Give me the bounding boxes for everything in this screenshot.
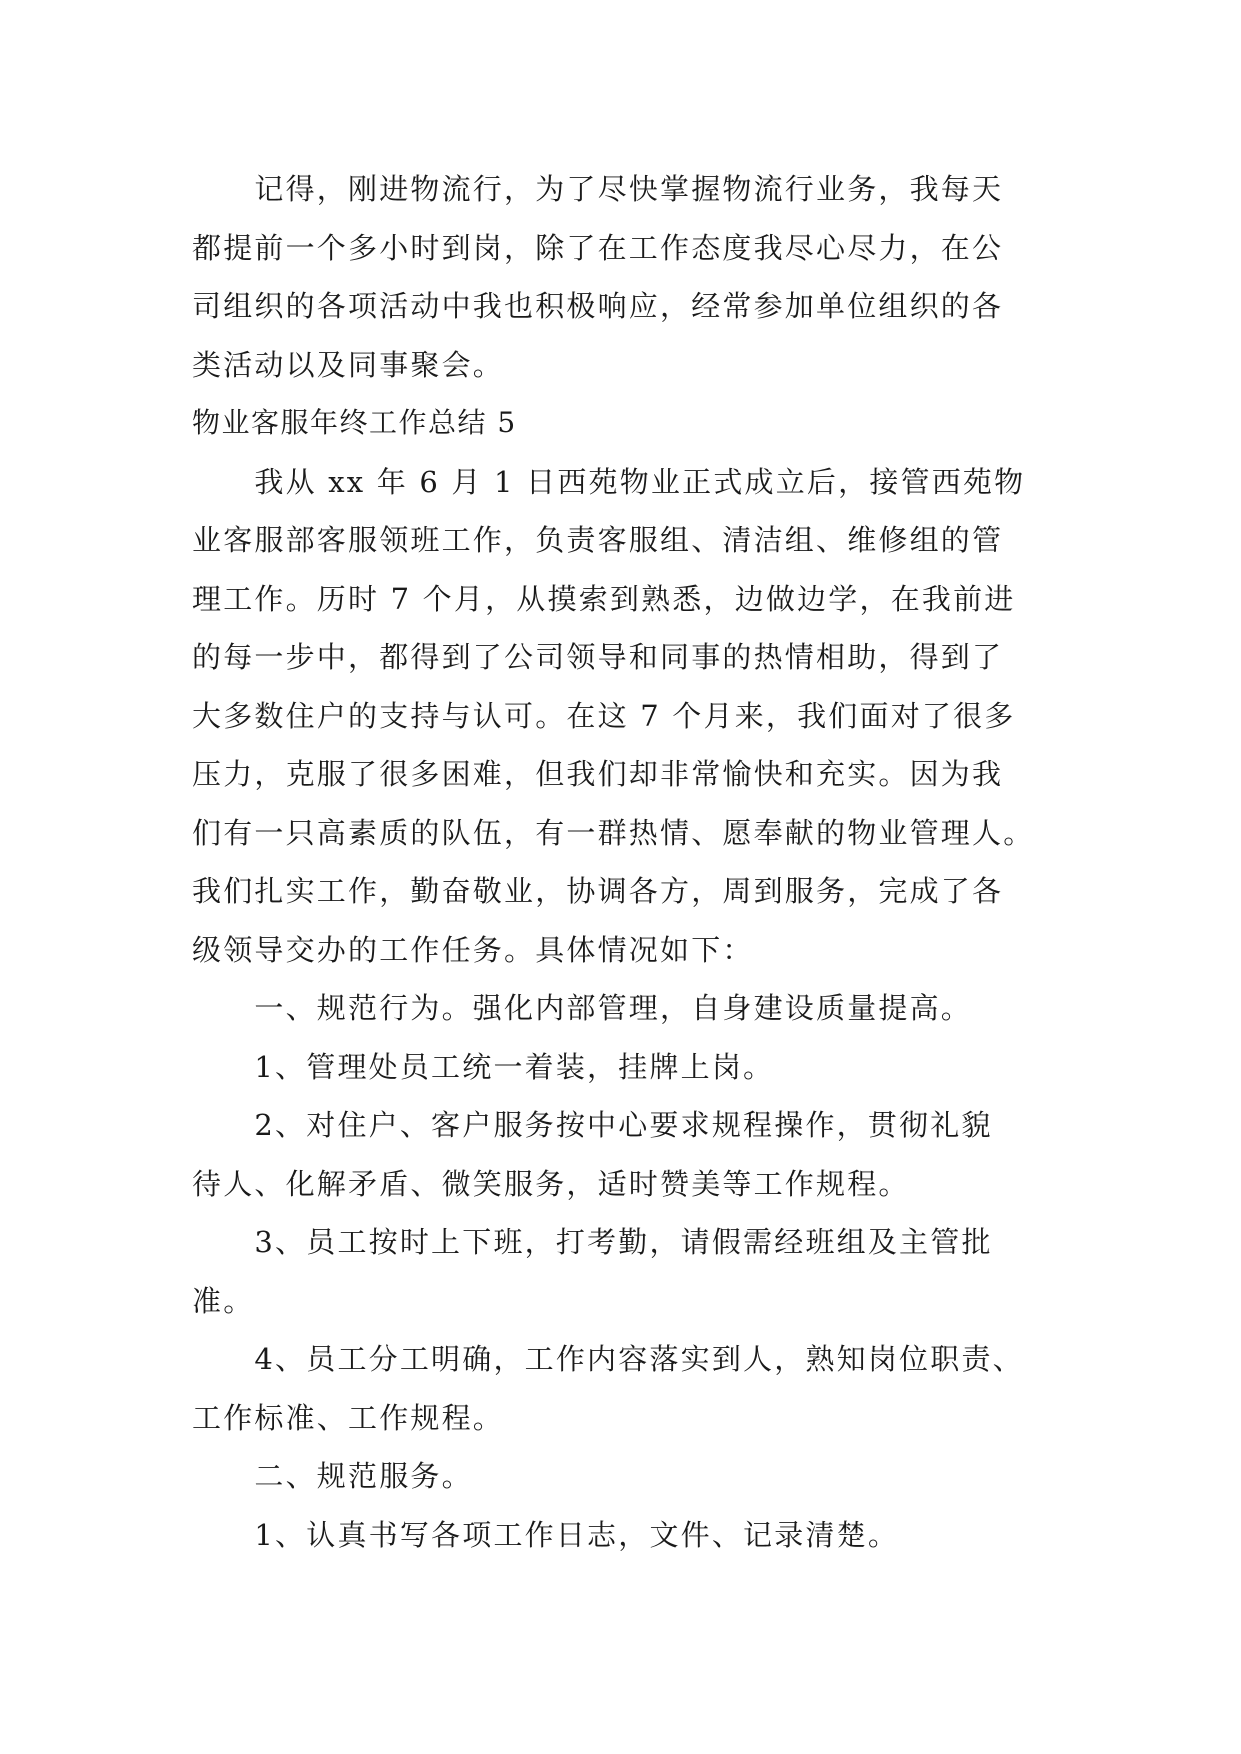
text-line: 待人、化解矛盾、微笑服务，适时赞美等工作规程。 xyxy=(192,1166,910,1201)
text-line: 我们扎实工作，勤奋敬业，协调各方，周到服务，完成了各 xyxy=(192,874,1004,908)
text-line: 3、员工按时上下班，打考勤，请假需经班组及主管批 xyxy=(192,1225,993,1259)
text-line: 二、规范服务。 xyxy=(192,1459,473,1493)
text-line: 工作标准、工作规程。 xyxy=(192,1400,505,1435)
text-line: 准。 xyxy=(192,1283,255,1318)
section-heading: 物业客服年终工作总结 5 xyxy=(192,406,517,439)
text-line: 一、规范行为。强化内部管理，自身建设质量提高。 xyxy=(192,991,973,1025)
text-line: 压力，克服了很多困难，但我们却非常愉快和充实。因为我 xyxy=(192,757,1004,791)
text-line: 司组织的各项活动中我也积极响应，经常参加单位组织的各 xyxy=(192,289,1004,323)
text-line: 业客服部客服领班工作，负责客服组、清洁组、维修组的管 xyxy=(192,523,1004,557)
text-line: 1、认真书写各项工作日志，文件、记录清楚。 xyxy=(192,1517,900,1552)
text-line: 4、员工分工明确，工作内容落实到人，熟知岗位职责、 xyxy=(192,1342,1024,1376)
text-line: 理工作。历时 7 个月，从摸索到熟悉，边做边学，在我前进 xyxy=(192,581,1016,616)
text-line: 1、管理处员工统一着装，挂牌上岗。 xyxy=(192,1049,775,1084)
text-line: 的每一步中，都得到了公司领导和同事的热情相助，得到了 xyxy=(192,640,1004,674)
text-line: 2、对住户、客户服务按中心要求规程操作，贯彻礼貌 xyxy=(192,1108,993,1142)
text-line: 记得，刚进物流行，为了尽快掌握物流行业务，我每天 xyxy=(192,172,1004,206)
text-line: 大多数住户的支持与认可。在这 7 个月来，我们面对了很多 xyxy=(192,698,1016,733)
document-body xyxy=(192,160,1052,1564)
text-line: 我从 xx 年 6 月 1 日西苑物业正式成立后，接管西苑物 xyxy=(192,464,1026,499)
text-line: 类活动以及同事聚会。 xyxy=(192,347,505,382)
text-line: 们有一只高素质的队伍，有一群热情、愿奉献的物业管理人。 xyxy=(192,815,1035,850)
text-line: 级领导交办的工作任务。具体情况如下： xyxy=(192,932,754,967)
text-line: 都提前一个多小时到岗，除了在工作态度我尽心尽力，在公 xyxy=(192,230,1004,265)
